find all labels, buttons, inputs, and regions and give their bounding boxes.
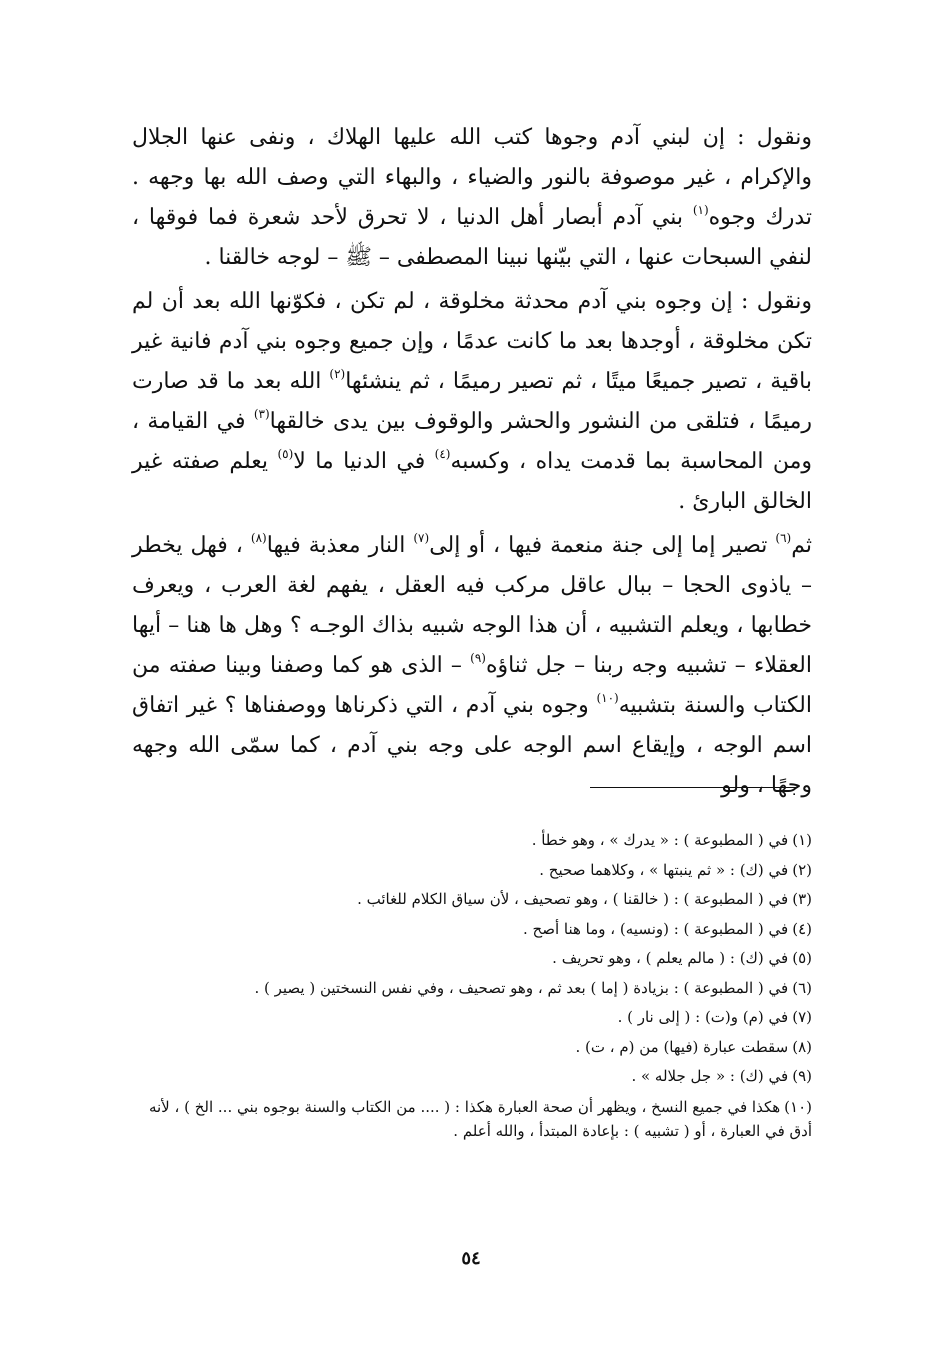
- text-segment: النار معذبة فيها: [266, 533, 414, 558]
- footnote-reference: (١٠): [596, 691, 619, 705]
- text-segment: يعلم صفته غير الخالق البارئ .: [132, 449, 812, 514]
- footnote-number: (٩): [792, 1067, 812, 1085]
- footnote: [132, 885, 812, 915]
- text-segment: بني آدم أبصار أهل الدنيا ، لا تحرق لأحد شعرة فما فوقها ، لنفي السبحات عنها ، التي بيّنها نبينا المصطفى – ﷺ – لوجه خالقنا .: [132, 205, 812, 270]
- footnote: [132, 1062, 812, 1092]
- footnote: [132, 944, 812, 974]
- footnote: [132, 974, 812, 1004]
- footnote-reference: (٩): [470, 651, 486, 665]
- text-segment: ثم: [791, 533, 812, 558]
- footnote-reference: (٣): [253, 407, 270, 421]
- footnote-reference: (٤): [434, 447, 451, 461]
- footnote-text: سقطت عبارة (فيها) من (م ، ت) .: [575, 1037, 789, 1056]
- footnotes: [132, 826, 812, 1143]
- text-segment: الله بعد ما قد صارت رميمًا ، فتلقى من النشور والحشر والوقوف بين يدى خالقها: [132, 369, 812, 434]
- footnote-text: في (ك) : « ثم ينبتها » ، وكلاهما صحيح .: [539, 860, 789, 879]
- footnote-reference: (١): [692, 203, 709, 217]
- text-segment: وجوه بني آدم ، التي ذكرناها ووصفناها ؟ غير اتفاق اسم الوجه ، وإيقاع اسم الوجه على وجه بني آدم ، كما سمّى الله وجهه وجهًا ، ولو: [132, 693, 812, 798]
- footnote-text: في ( المطبوعة ) : بزيادة ( إما ) بعد ثم ، وهو تصحيف ، وفي نفس النسختين ( يصير ) .: [254, 978, 789, 997]
- text-segment: ونقول : إن لبني آدم وجوها كتب الله عليها الهلاك ، ونفى عنها الجلال والإكرام ، غير موصوفة بالنور والضياء ، والبهاء التي وصف الله بها وجهه . تدرك وجوه: [132, 125, 812, 230]
- footnote-text: هكذا في جميع النسخ ، ويظهر أن صحة العبارة هكذا : ( .... من الكتاب والسنة بوجوه بني ... الخ ) ، لأنه أدق في العبارة ، أو ( تشبيه ) : بإعادة المبتدأ ، والله أعلم .: [148, 1097, 812, 1140]
- text-segment: ونقول : إن وجوه بني آدم محدثة مخلوقة ، لم تكن ، فكوّنها الله بعد أن لم تكن مخلوقة ، أوجدها بعد ما كانت عدمًا ، وإن جميع وجوه بني آدم فانية غير باقية ، تصير جميعًا ميتًا ، ثم تصير رميمًا ، ثم ينشئها: [132, 289, 812, 394]
- footnote: [132, 1092, 812, 1143]
- footnote-number: (١٠): [784, 1097, 812, 1116]
- footnote: [132, 1003, 812, 1033]
- text-segment: تصير إما إلى جنة منعمة فيها ، أو إلى: [429, 533, 776, 558]
- text-segment: ، فهل يخطر – ياذوى الحجا – ببال عاقل مركب فيه العقل ، يفهم لغة العرب ، ويعرف خطابها ، ويعلم التشبيه ، أن هذا الوجه شبيه بذاك الوجـه ؟ وهل ها هنا – أيها العقلاء – تشبيه وجه ربنا – جل ثناؤه: [132, 533, 813, 678]
- text-segment: – الذى هو كما وصفنا وبينا صفته من الكتاب والسنة بتشبيه: [132, 653, 812, 718]
- footnote-text: في (ك) : ( مالم يعلم ) ، وهو تحريف .: [552, 949, 789, 967]
- footnote-text: في (م) و(ت) : ( إلى نار ) .: [617, 1008, 789, 1026]
- main-text: [132, 118, 812, 806]
- page-number: ٥٤: [461, 1248, 481, 1269]
- footnote-number: (٨): [792, 1037, 812, 1056]
- footnote-number: (٢): [792, 860, 812, 879]
- footnote-number: (٣): [792, 890, 812, 908]
- footnote-reference: (٢): [329, 367, 346, 381]
- footnote: [132, 856, 812, 886]
- footnote: [132, 1033, 812, 1063]
- footnote-text: في ( المطبوعة ) : ( خالقنا ) ، وهو تصحيف ، لأن سياق الكلام للغائب .: [357, 890, 789, 908]
- footnote: [132, 826, 812, 856]
- paragraph: [132, 282, 812, 522]
- footnote-text: في ( المطبوعة ) : « يدرك » ، وهو خطأ .: [531, 831, 789, 849]
- footnote-reference: (٨): [250, 531, 267, 545]
- footnote-reference: (٥): [277, 447, 294, 461]
- footnote-number: (٤): [792, 919, 812, 938]
- footnote-number: (٧): [792, 1008, 812, 1026]
- footnote-number: (٦): [792, 978, 812, 997]
- footnote-divider: [590, 787, 798, 788]
- footnote-reference: (٦): [775, 531, 792, 545]
- footnote: [132, 915, 812, 945]
- footnote-number: (١): [792, 831, 812, 849]
- text-segment: في القيامة ، ومن المحاسبة بما قدمت يداه ، وكسبه: [132, 409, 812, 474]
- paragraph: [132, 526, 812, 806]
- footnote-text: في (ك) : « جل جلاله » .: [631, 1067, 789, 1085]
- paragraph: [132, 118, 812, 278]
- text-segment: في الدنيا ما لا: [293, 449, 435, 474]
- footnote-reference: (٧): [413, 531, 430, 545]
- footnote-number: (٥): [792, 949, 812, 967]
- footnote-text: في ( المطبوعة ) : (ونسيه) ، وما هنا أصح .: [523, 919, 789, 938]
